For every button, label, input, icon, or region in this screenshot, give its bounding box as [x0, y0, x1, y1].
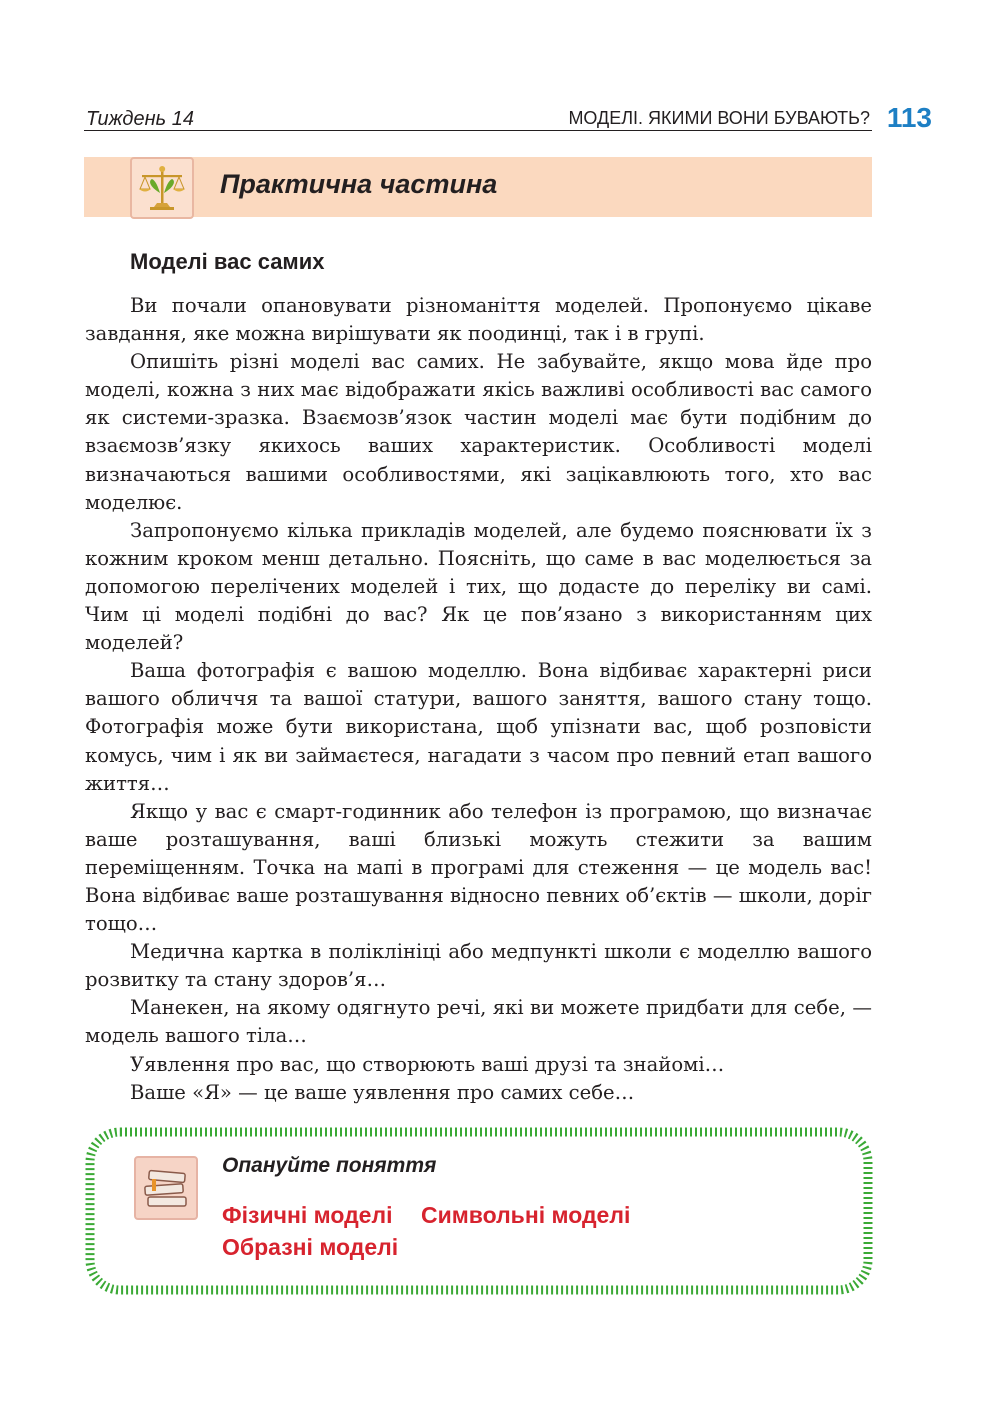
body-text: [85, 292, 872, 1107]
page-number: 113: [886, 102, 932, 133]
paragraph: Якщо у вас є смарт-годинник або телефон із програмою, що визначає ваше розташування, ваші близькі можуть стежити за вашим переміщенням. Точка на мапі в програмі для стеження — це модель вас! Вона відбиває ваше розташування відносно певних об’єктів — школи, доріг тощо…: [85, 799, 872, 936]
week-label: Тиждень 14: [86, 108, 194, 130]
paragraph: Ви почали опановувати різноманіття моделей. Пропонуємо цікаве завдання, яке можна вирішувати як поодинці, так і в групі.: [85, 294, 872, 346]
box-title: Опануйте поняття: [222, 1154, 437, 1177]
paragraph: Запропонуємо кілька прикладів моделей, але будемо пояснювати їх з кожним кроком менш детально. Поясніть, що саме в вас моделюється за допомогою перелічених моделей і тих, що додасте до переліку ви самі. Чим ці моделі подібні до вас? Як це пов’язано з використанням цих моделей?: [85, 518, 872, 655]
paragraph: Медична картка в поліклініці або медпункті школи є моделлю вашого розвитку та стану здоров’я…: [85, 940, 872, 992]
concept-symbolic-models: Символьні моделі: [421, 1202, 631, 1228]
concepts-box: [84, 1126, 874, 1296]
concept-figurative-models: Образні моделі: [222, 1234, 399, 1260]
paragraph: Уявлення про вас, що створюють ваші друзі та знайомі…: [130, 1052, 725, 1076]
chapter-title: МОДЕЛІ. ЯКИМИ ВОНИ БУВАЮТЬ?: [568, 108, 870, 128]
subheading: Моделі вас самих: [130, 249, 325, 274]
books-icon: [134, 1156, 198, 1220]
paragraph: Ваша фотографія є вашою моделлю. Вона відбиває характерні риси вашого обличчя та вашої статури, вашого заняття, вашого стану тощо. Фотографія може бути використана, щоб упізнати вас, щоб розповісти комусь, чим і як ви займаєтеся, нагадати з часом про певний етап вашого життя…: [85, 659, 872, 795]
paragraph: Ваше «Я» — це ваше уявлення про самих себе…: [130, 1080, 635, 1104]
concept-physical-models: Фізичні моделі: [222, 1202, 393, 1228]
paragraph: Опишіть різні моделі вас самих. Не забувайте, якщо мова йде про моделі, кожна з них має відображати якісь важливі особливості вас самого як системи-зразка. Взаємозв’язок частин моделі має бути подібним до взаємозв’язку якихось ваших характеристик. Особливості моделі визначаються вашими особливостями, які зацікавлюють того, хто вас моделює.: [85, 350, 872, 514]
section-title: Практична частина: [220, 169, 498, 199]
scales-icon: [130, 157, 194, 219]
paragraph: Манекен, на якому одягнуто речі, які ви можете придбати для себе, — модель вашого тіла…: [85, 996, 872, 1048]
header-rule: [84, 130, 872, 131]
section-banner: [84, 157, 872, 217]
